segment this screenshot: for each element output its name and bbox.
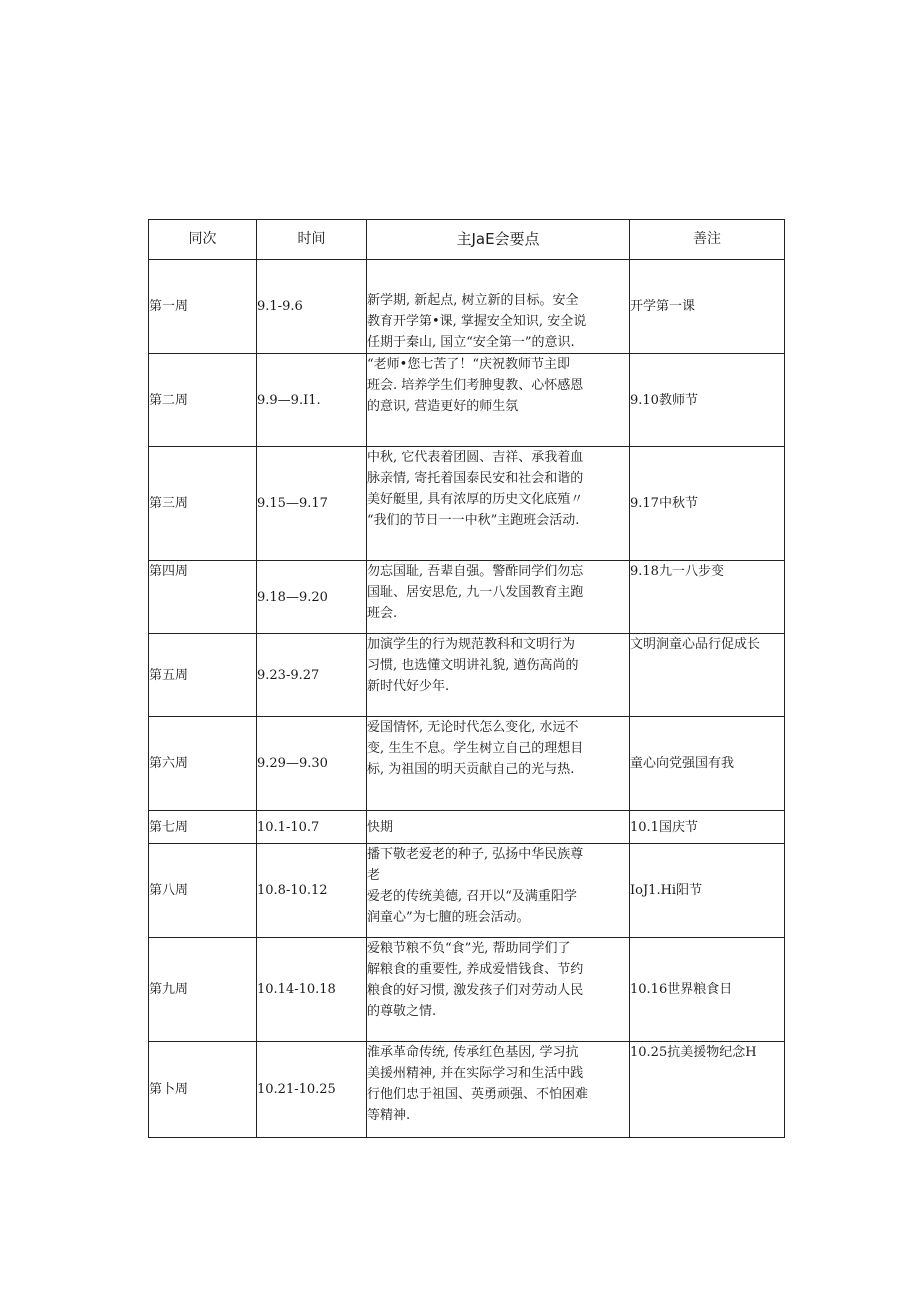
point-line: “老师•您七苦了！“庆祝教师节主即 (367, 357, 570, 372)
table-row (149, 717, 785, 811)
week-cell: 第三周 (149, 447, 257, 561)
point-line: 新时代好少年. (367, 679, 450, 694)
header-key-points: 主JaE会要点 (367, 220, 630, 260)
key-points-cell (367, 844, 630, 938)
point-line: 淮承革命传统, 传承红色基因, 学习抗 (367, 1045, 579, 1060)
note-cell: 9.17中秋节 (630, 447, 785, 561)
key-points-cell (367, 717, 630, 811)
key-points-cell (367, 260, 630, 354)
note-cell: 文明涧童心品行促成长 (630, 634, 785, 717)
point-line: 快期 (367, 819, 394, 835)
key-points-cell (367, 1042, 630, 1138)
point-line: 粮食的好习惯, 激发孩子们对劳动人民 (367, 983, 584, 998)
key-points-cell (367, 447, 630, 561)
key-points-cell (367, 634, 630, 717)
point-line: 爱粮节粮不负“食”光, 帮助同学们了 (367, 941, 571, 956)
point-line: 勿忘国耻, 吾辈自强。警酢同学们勿忘 (367, 564, 584, 579)
table-row (149, 561, 785, 634)
point-line: 加演学生的行为规范教科和文明行为 (367, 637, 576, 652)
time-cell: 10.1-10.7 (257, 811, 367, 844)
point-line: 班会. (367, 606, 398, 621)
point-line: 解粮食的重要性, 养成爱惜钱食、节约 (367, 962, 584, 977)
week-cell: 第八周 (149, 844, 257, 938)
point-line: 老 (367, 868, 381, 883)
point-line: 标, 为祖国的明天贡献自己的光与热. (367, 762, 575, 777)
note-cell: 10.25抗美援物纪念H (630, 1042, 785, 1138)
note-cell: 童心向党强国有我 (630, 717, 785, 811)
point-line: 的意识, 营造更好的师生氛 (367, 399, 519, 414)
table-row (149, 938, 785, 1042)
note-cell: 9.18九一八步变 (630, 561, 785, 634)
time-cell: 9.23-9.27 (257, 634, 367, 717)
note-cell: IoJ1.Hi阳节 (630, 844, 785, 938)
point-line: “我们的节日一一中秋”主跑班会活动. (367, 513, 580, 528)
key-points-cell (367, 561, 630, 634)
time-cell: 9.9—9.I1. (257, 354, 367, 447)
point-line: 变, 生生不息。学生树立自己的理想目 (367, 741, 584, 756)
point-line: 新学期, 新起点, 树立新的目标。安全 (367, 293, 579, 308)
class-meeting-plan-table (148, 219, 785, 1138)
point-line: 中秋, 它代表着团圆、吉祥、承我着血 (367, 450, 584, 465)
point-line: 润童心”为七膻的班会活动。 (367, 910, 530, 925)
week-cell: 第二周 (149, 354, 257, 447)
point-line: 教育开学第•课, 掌握安全知识, 安全说 (367, 314, 587, 329)
point-line: 美援州精神, 并在实际学习和生活中践 (367, 1066, 584, 1081)
note-cell: 10.16世界粮食日 (630, 938, 785, 1042)
table-row (149, 634, 785, 717)
table-row (149, 260, 785, 354)
week-cell: 第卜周 (149, 1042, 257, 1138)
point-line: 任期于秦山, 国立“安全第一”的意识. (367, 335, 575, 350)
week-cell: 第九周 (149, 938, 257, 1042)
week-cell: 第四周 (149, 561, 257, 634)
key-points-cell (367, 354, 630, 447)
point-line: 爱国情怀, 无论时代怎么变化, 水远不 (367, 720, 579, 735)
note-cell: 10.1国庆节 (630, 811, 785, 844)
week-cell: 第六周 (149, 717, 257, 811)
week-cell: 第五周 (149, 634, 257, 717)
time-cell: 9.1-9.6 (257, 260, 367, 354)
point-line: 脉亲情, 寄托着国泰民安和社会和谐的 (367, 471, 584, 486)
table-row (149, 447, 785, 561)
week-cell: 第七周 (149, 811, 257, 844)
point-line: 行他们忠于祖国、英勇顽强、不怕困难 (367, 1087, 589, 1102)
point-line: 国耻、居安思危, 九一八发国教育主跑 (367, 585, 584, 600)
point-line: 美好艇里, 具有浓厚的历史文化底殖〃 (367, 492, 584, 507)
header-notes: 善注 (630, 220, 785, 260)
header-week: 同次 (149, 220, 257, 260)
table-row (149, 811, 785, 844)
note-cell: 开学第一课 (630, 260, 785, 354)
note-cell: 9.10教师节 (630, 354, 785, 447)
point-line: 爱老的传统美德, 召开以“及满重阳学 (367, 889, 577, 904)
point-line: 的尊敬之情. (367, 1004, 437, 1019)
week-cell: 第一周 (149, 260, 257, 354)
point-line: 习惯, 也选懂文明讲礼貌, 遒伤高尚的 (367, 658, 579, 673)
time-cell: 10.8-10.12 (257, 844, 367, 938)
key-points-cell (367, 811, 630, 844)
time-cell: 10.14-10.18 (257, 938, 367, 1042)
table-header-row (149, 220, 785, 260)
time-cell: 10.21-10.25 (257, 1042, 367, 1138)
point-line: 播下敬老爱老的种子, 弘扬中华民族尊 (367, 847, 584, 862)
table-row (149, 844, 785, 938)
key-points-cell (367, 938, 630, 1042)
time-cell: 9.15—9.17 (257, 447, 367, 561)
table-row (149, 354, 785, 447)
header-time: 时间 (257, 220, 367, 260)
time-cell: 9.18—9.20 (257, 561, 367, 634)
table-row (149, 1042, 785, 1138)
point-line: 班会. 培养学生们考胂叟教、心怀感恩 (367, 378, 584, 393)
point-line: 等精神. (367, 1108, 411, 1123)
time-cell: 9.29—9.30 (257, 717, 367, 811)
